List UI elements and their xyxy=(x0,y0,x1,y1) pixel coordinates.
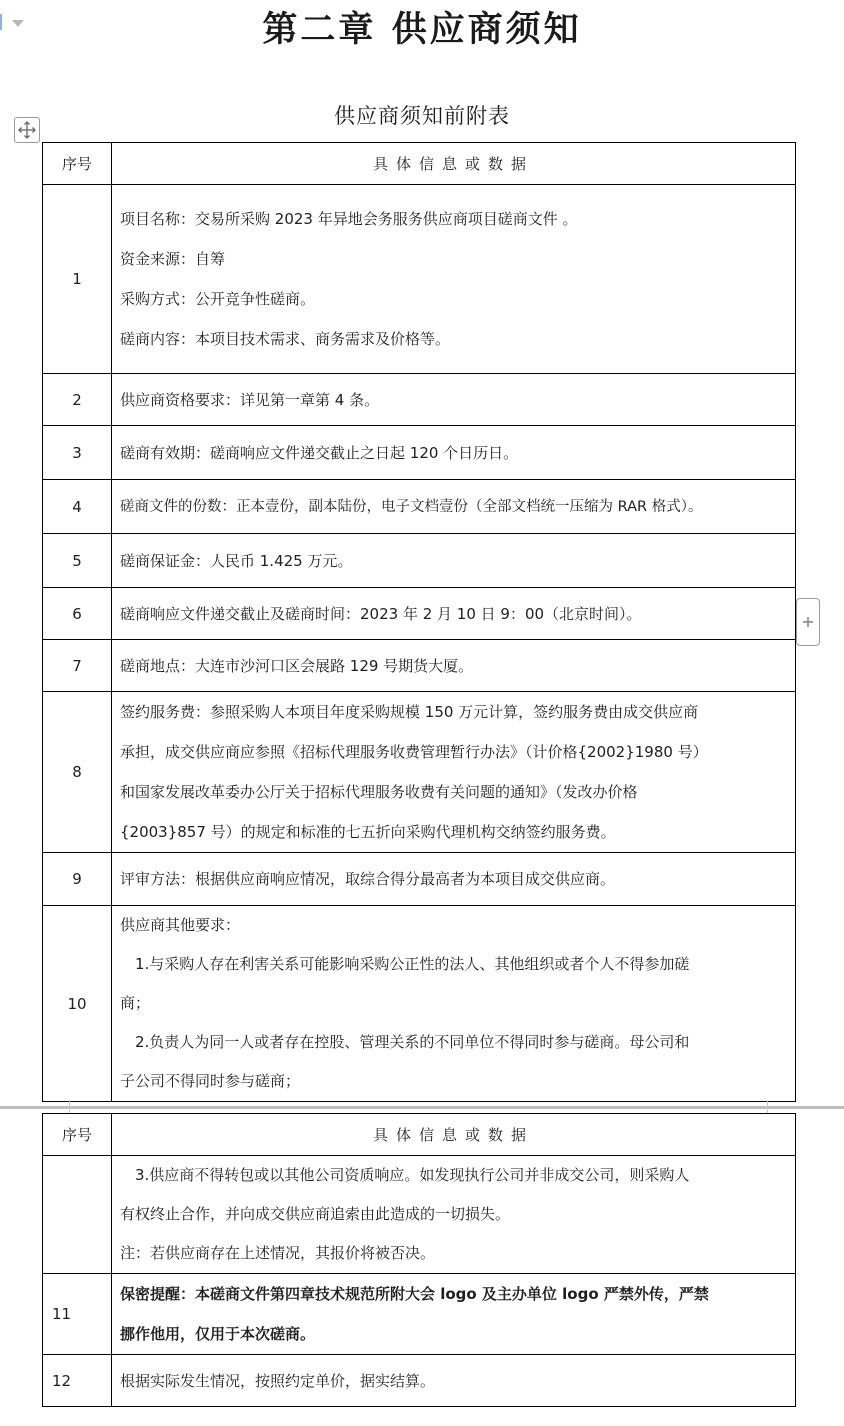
row-seq: 10 xyxy=(43,906,112,1102)
row-line: {2003}857 号）的规定和标准的七五折向采购代理机构交纳签约服务费。 xyxy=(120,823,616,841)
row-line: 商； xyxy=(120,994,151,1012)
chapter-title: 第二章 供应商须知 xyxy=(262,9,582,50)
row-line: 项目名称：交易所采购 2023 年异地会务服务供应商项目磋商文件 。 xyxy=(120,210,578,228)
row-seq: 4 xyxy=(43,480,112,534)
table-row xyxy=(43,1355,796,1407)
row-seq: 7 xyxy=(43,640,112,692)
row-content xyxy=(112,588,796,640)
table-caption: 供应商须知前附表 xyxy=(334,104,510,128)
row-line: 磋商地点：大连市沙河口区会展路 129 号期货大厦。 xyxy=(120,656,474,675)
row-content xyxy=(112,1156,796,1274)
header-content: 具体信息或数据 xyxy=(112,1114,796,1156)
row-line: 有权终止合作，并向成交供应商追索由此造成的一切损失。 xyxy=(120,1205,511,1223)
row-line: 供应商资格要求：详见第一章第 4 条。 xyxy=(120,390,380,409)
move-arrows-icon[interactable] xyxy=(14,117,40,143)
row-line: 磋商保证金：人民币 1.425 万元。 xyxy=(120,551,353,570)
table-row xyxy=(43,1156,796,1274)
row-line: 采购方式：公开竞争性磋商。 xyxy=(120,290,316,308)
table-row xyxy=(43,692,796,853)
row-seq: 2 xyxy=(43,374,112,426)
plus-icon[interactable] xyxy=(796,598,820,646)
row-seq: 9 xyxy=(43,853,112,906)
row-seq xyxy=(43,1156,112,1274)
row-content xyxy=(112,692,796,853)
row-line: 磋商有效期：磋商响应文件递交截止之日起 120 个日历日。 xyxy=(120,443,519,462)
page-break xyxy=(0,1104,844,1112)
table-row xyxy=(43,374,796,426)
row-seq: 1 xyxy=(43,185,112,374)
header-content: 具体信息或数据 xyxy=(112,143,796,185)
row-seq: 8 xyxy=(43,692,112,853)
row-line: 磋商内容：本项目技术需求、商务需求及价格等。 xyxy=(120,330,451,348)
row-content xyxy=(112,374,796,426)
row-seq: 5 xyxy=(43,534,112,588)
row-line: 承担，成交供应商应参照《招标代理服务收费管理暂行办法》（计价格{2002}1980 号） xyxy=(120,743,708,761)
row-line: 供应商其他要求： xyxy=(120,916,241,934)
row-line: 根据实际发生情况，按照约定单价，据实结算。 xyxy=(120,1371,436,1390)
row-line: 资金来源：自筹 xyxy=(120,250,226,268)
row-content xyxy=(112,640,796,692)
page-break-tick xyxy=(767,1100,768,1114)
row-line: 子公司不得同时参与磋商； xyxy=(120,1072,301,1090)
row-content xyxy=(112,534,796,588)
supplier-notice-table xyxy=(42,142,796,1102)
table-row xyxy=(43,853,796,906)
row-line: 保密提醒：本磋商文件第四章技术规范所附大会 logo 及主办单位 logo 严禁外传，严禁 xyxy=(120,1285,709,1303)
row-line: 磋商响应文件递交截止及磋商时间：2023 年 2 月 10 日 9：00（北京时间）。 xyxy=(120,604,642,623)
row-content xyxy=(112,480,796,534)
header-seq: 序号 xyxy=(43,143,112,185)
supplier-notice-table-continued xyxy=(42,1113,796,1407)
row-line: 注：若供应商存在上述情况，其报价将被否决。 xyxy=(120,1244,436,1262)
row-line: 和国家发展改革委办公厅关于招标代理服务收费有关问题的通知》（发改办价格 xyxy=(120,783,638,801)
header-seq: 序号 xyxy=(43,1114,112,1156)
row-content xyxy=(112,1355,796,1407)
table-row xyxy=(43,480,796,534)
row-line: 3.供应商不得转包或以其他公司资质响应。如发现执行公司并非成交公司，则采购人 xyxy=(135,1166,690,1184)
table-row xyxy=(43,906,796,1102)
row-line: 评审方法：根据供应商响应情况，取综合得分最高者为本项目成交供应商。 xyxy=(120,870,616,888)
table-header-row xyxy=(43,1114,796,1156)
page-break-tick xyxy=(69,1100,70,1114)
table-row xyxy=(43,588,796,640)
table-row xyxy=(43,185,796,374)
row-seq: 11 xyxy=(43,1274,112,1355)
row-line: 磋商文件的份数：正本壹份，副本陆份，电子文档壹份（全部文档统一压缩为 RAR 格式）。 xyxy=(120,498,703,515)
table-row xyxy=(43,640,796,692)
row-content xyxy=(112,853,796,906)
page-break-line xyxy=(0,1106,844,1109)
table-row xyxy=(43,534,796,588)
row-line: 签约服务费：参照采购人本项目年度采购规模 150 万元计算，签约服务费由成交供应商 xyxy=(120,703,699,721)
table-row xyxy=(43,426,796,480)
row-content xyxy=(112,906,796,1102)
row-content xyxy=(112,426,796,480)
row-line: 1.与采购人存在利害关系可能影响采购公正性的法人、其他组织或者个人不得参加磋 xyxy=(135,955,690,973)
row-line: 2.负责人为同一人或者存在控股、管理关系的不同单位不得同时参与磋商。母公司和 xyxy=(135,1033,690,1051)
row-content xyxy=(112,185,796,374)
row-seq: 6 xyxy=(43,588,112,640)
row-seq: 12 xyxy=(43,1355,112,1407)
table-header-row xyxy=(43,143,796,185)
row-seq: 3 xyxy=(43,426,112,480)
row-line: 挪作他用，仅用于本次磋商。 xyxy=(120,1325,316,1343)
row-content xyxy=(112,1274,796,1355)
table-row xyxy=(43,1274,796,1355)
